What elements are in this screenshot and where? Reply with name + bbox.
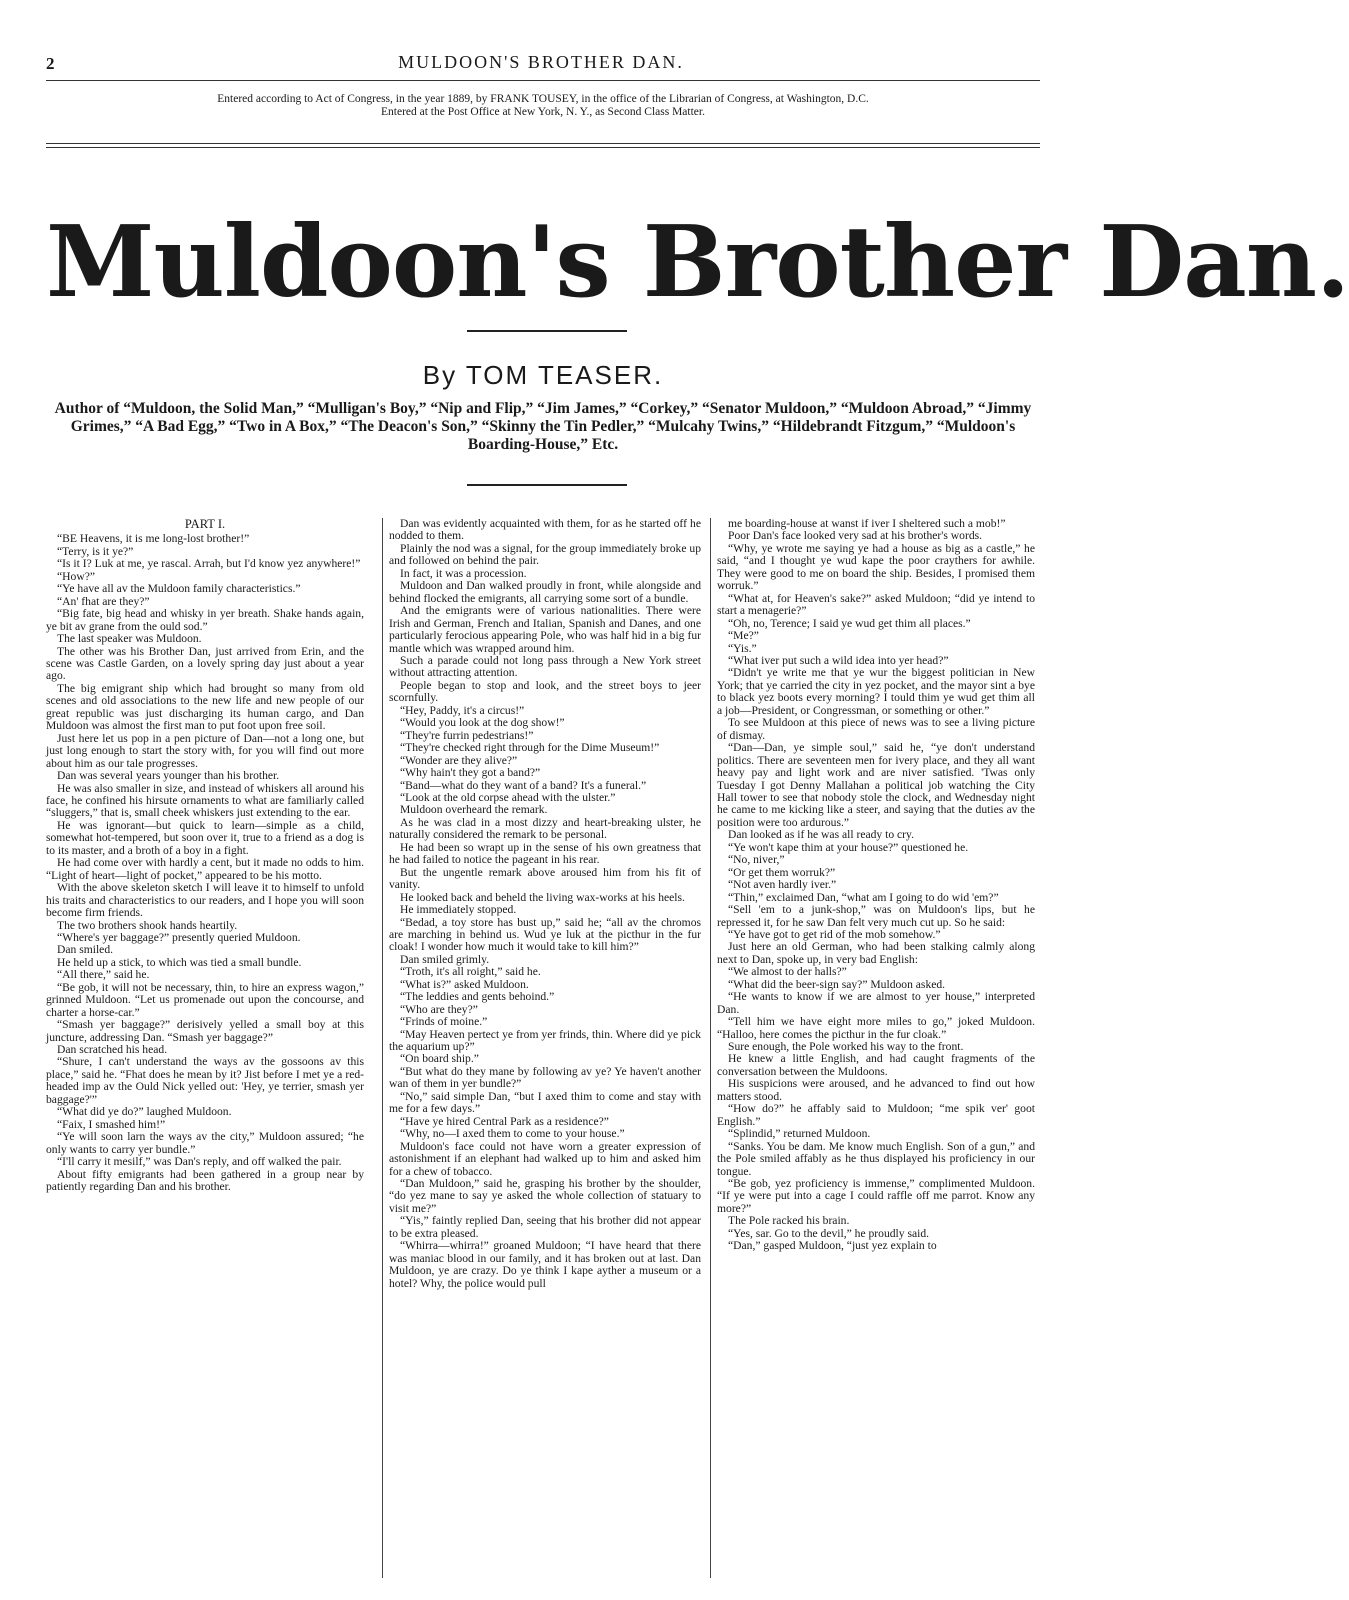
paragraph: And the emigrants were of various nationalities. There were Irish and German, French and Italian, Spanish and Danes, and one particularly ferocious appearing Pole, who was half hid in a big fur mantle which was wrapped around him. [389,604,701,655]
paragraph: “Why, no—I axed them to come to your house.” [400,1127,625,1141]
paragraph: “Sanks. You be dam. Me know much English. Son of a gun,” and the Pole smiled affably as he thus displayed his proficiency in our tongue. [717,1139,1035,1178]
paragraph: “Ye have all av the Muldoon family characteristics.” [57,582,301,596]
paragraph: “What at, for Heaven's sake?” asked Muldoon; “did ye intend to start a menagerie?” [717,591,1035,618]
paragraph: Dan looked as if he was all ready to cry. [728,828,914,842]
paragraph: “They're checked right through for the Dime Museum!” [400,741,660,755]
paragraph: “Troth, it's all roight,” said he. [400,965,541,979]
paragraph: “Dan,” gasped Muldoon, “just yez explain to [728,1239,937,1253]
paragraph: “Why, ye wrote me saying ye had a house as big as a castle,” he said, “and I thought ye wud kape the poor craythers for awhile. They were good to me on board the ship. Besides, I promised them worruk.” [717,541,1035,593]
paragraph: As he was clad in a most dizzy and heart-breaking ulster, he naturally considered the remark to be personal. [389,815,701,842]
paragraph: me boarding-house at wanst if iver I sheltered such a mob!” [728,517,1006,530]
notice-rule [46,143,1040,144]
post-office-line: Entered at the Post Office at New York, N. Y., as Second Class Matter. [381,106,705,118]
paragraph: “Tell him we have eight more miles to go,” joked Muldoon. “Halloo, here comes the picthur in the fur cloak.” [717,1015,1035,1041]
byline: By TOM TEASER. [422,360,664,390]
paragraph: People began to stop and look, and the street boys to jeer scornfully. [389,678,701,705]
paragraph: To see Muldoon at this piece of news was to see a living picture of dismay. [717,716,1035,742]
paragraph: With the above skeleton sketch I will leave it to himself to unfold his traits and characteristics to our readers, and I hope you will soon become firm friends. [46,881,364,920]
paragraph: “Why hain't they got a band?” [400,766,541,780]
column-3 [710,518,1035,1578]
paragraph: The two brothers shook hands heartily. [57,918,238,932]
paragraph: “Would you look at the dog show!” [400,716,565,730]
paragraph: Muldoon and Dan walked proudly in front, while alongside and behind flocked the emigrants, all carrying some sort of a bundle. [389,579,701,605]
paragraph: Muldoon's face could not have worn a greater expression of astonishment if an elephant had walked up to him and asked him for a chew of tobacco. [389,1139,701,1178]
paragraph: “Ye will soon larn the ways av the city,” Muldoon assured; “he only wants to carry yer bundle.” [46,1130,364,1156]
paragraph: He had come over with hardly a cent, but it made no odds to him. “Light of heart—light of pocket,” appeared to be his motto. [46,856,364,882]
paragraph: “BE Heavens, it is me long-lost brother!” [57,532,250,546]
paragraph: Dan smiled. [57,943,114,957]
paragraph: “Didn't ye write me that ye wur the biggest politician in New York; that ye carried the city in yez pocket, and the mayor sint a bye to black yez boots every morning? I tould thim ye wud get thim all a job—President, or Congressman, or something or other.” [717,666,1035,717]
paragraph: “Wonder are they alive?” [400,753,518,767]
paragraph: “Frinds of moine.” [400,1015,488,1029]
notice-rule-2 [46,147,1040,148]
paragraph: “They're furrin pedestrians!” [400,728,534,742]
paragraph: “But what do they mane by following av ye? Ye haven't another wan of them in yer bundle?” [389,1064,701,1091]
paragraph: Just here an old German, who had been stalking calmly along next to Dan, spoke up, in very bad English: [717,940,1035,966]
paragraph: “Splindid,” returned Muldoon. [728,1127,871,1141]
paragraph: “Or get them worruk?” [728,865,836,879]
running-title: MULDOON'S BROTHER DAN. [398,52,684,72]
paragraph: “What did the beer-sign say?” Muldoon asked. [728,977,946,991]
paragraph: Such a parade could not long pass through a New York street without attracting attention. [389,653,701,680]
paragraph: “What did ye do?” laughed Muldoon. [57,1105,232,1119]
paragraph: “Dan—Dan, ye simple soul,” said he, “ye don't understand politics. There are seventeen men for ivery place, and they all want heavy pay and light work and are niver satisfied. 'Twas only Tuesday I got Denny Mallahan a political job watching the City Hall tower to see that nobody stole the clock, and Wednesday night he came to me kicking like a steer, and saying that the duties av the position were too ardurous.” [717,741,1035,829]
paragraph: “Hey, Paddy, it's a circus!” [400,703,525,717]
paragraph: “How do?” he affably said to Muldoon; “me spik ver' goot English.” [717,1102,1035,1128]
paragraph: “I'll carry it mesilf,” was Dan's reply, and off walked the pair. [57,1155,342,1169]
story-title: Muldoon's Brother Dan. [46,205,1349,320]
part-heading: PART I. [184,517,226,531]
paragraph: “Faix, I smashed him!” [57,1117,166,1131]
paragraph: “Who are they?” [400,1002,478,1016]
paragraph: “Sell 'em to a junk-shop,” was on Muldoon's lips, but he repressed it, for he saw Dan felt very much cut up. So he said: [717,903,1035,929]
paragraph: Just here let us pop in a pen picture of Dan—not a long one, but just long enough to start the story with, for you will find out more about him as our tale progresses. [46,731,364,770]
paragraph: “We almost to der halls?” [728,965,847,979]
paragraph: Dan was several years younger than his brother. [57,769,280,783]
paragraph: “Is it I? Luk at me, ye rascal. Arrah, but I'd know yez anywhere!” [57,557,361,571]
paragraph: But the ungentle remark above aroused him from his fit of vanity. [389,865,701,892]
copyright-line: Entered according to Act of Congress, in the year 1889, by FRANK TOUSEY, in the office of the Librarian of Congress, at Washington, D.C. [217,93,869,105]
paragraph: “What iver put such a wild idea into yer head?” [728,653,949,667]
paragraph: “Shure, I can't understand the ways av the gossoons av this place,” said he. “Fhat does he mean by it? Jist before I met ye a red-headed imp av the Ould Nick yelled out: 'Hey, ye terrier, smash yer baggage?'” [46,1055,364,1106]
paragraph: “How?” [57,569,95,583]
paragraph: “Ye have got to get rid of the mob somehow.” [728,927,941,941]
paragraph: “Look at the old corpse ahead with the ulster.” [400,790,616,804]
paragraph: He looked back and beheld the living wax-works at his heels. [400,890,685,904]
paragraph: He was also smaller in size, and instead of whiskers all around his face, he confined his hirsute ornaments to what are familiarly called “sluggers,” that is, small cheek whiskers just extending to the ear. [46,781,364,820]
paragraph: The Pole racked his brain. [728,1214,850,1228]
running-header [46,50,1036,76]
paragraph: He had been so wrapt up in the sense of his own greatness that he had failed to notice the pageant in his rear. [389,840,701,867]
paragraph: “He wants to know if we are almost to yer house,” interpreted Dan. [717,990,1035,1016]
paragraph: Dan was evidently acquainted with them, for as he started off he nodded to them. [389,517,701,543]
paragraph: Muldoon overheard the remark. [400,803,548,817]
header-rule [46,80,1040,81]
paragraph: In fact, it was a procession. [400,566,527,580]
paragraph: “All there,” said he. [57,968,150,982]
paragraph: “Yis.” [728,641,757,655]
column-1 [46,518,364,1578]
page-number: 2 [46,54,55,73]
paragraph: “Thin,” exclaimed Dan, “what am I going to do wid 'em?” [728,890,999,904]
credits-rule [467,484,627,486]
paragraph: “Have ye hired Central Park as a residence?” [400,1114,609,1128]
paragraph: The other was his Brother Dan, just arrived from Erin, and the scene was Castle Garden, on a lovely spring day just about a year ago. [46,644,364,683]
paragraph: “An' fhat are they?” [57,594,150,608]
paragraph: His suspicions were aroused, and he advanced to find out how matters stood. [717,1077,1035,1103]
paragraph: “Be gob, it will not be necessary, thin, to hire an express wagon,” grinned Muldoon. “Let us promenade out upon the concourse, and charter a horse-car.” [46,980,364,1019]
paragraph: Sure enough, the Pole worked his way to the front. [728,1040,964,1054]
paragraph: “Smash yer baggage?” derisively yelled a small boy at this juncture, addressing Dan. “Smash yer baggage?” [46,1018,364,1044]
paragraph: “Whirra—whirra!” groaned Muldoon; “I have heard that there was maniac blood in our family, and it has broken out at last. Dan Muldoon, ye are crazy. Do ye think I kape ayther a museum or a hotel? Why, the police would pull [389,1239,701,1290]
paragraph: He knew a little English, and had caught fragments of the conversation between the Muldoons. [717,1052,1035,1078]
paragraph: “No, niver,” [728,853,785,867]
paragraph: “Ye won't kape thim at your house?” questioned he. [728,840,969,854]
article-columns [46,518,1040,1578]
paragraph: “Band—what do they want of a band? It's a funeral.” [400,778,647,792]
paragraph: “Oh, no, Terence; I said ye wud get thim all places.” [728,616,971,630]
paragraph: “May Heaven pertect ye from yer frinds, thin. Where did ye pick the aquarium up?” [389,1027,701,1054]
paragraph: “Yis,” faintly replied Dan, seeing that his brother did not appear to be extra pleased. [389,1214,701,1240]
paragraph: “Me?” [728,629,759,643]
paragraph: “Yes, sar. Go to the devil,” he proudly said. [728,1226,930,1240]
paragraph: “On board ship.” [400,1052,479,1066]
paragraph: “Dan Muldoon,” said he, grasping his brother by the shoulder, “do yez mane to say ye asked the whole collection of statuary to visit me?” [389,1177,701,1215]
paragraph: Plainly the nod was a signal, for the group immediately broke up and followed on behind the pair. [389,541,701,568]
paragraph: “What is?” asked Muldoon. [400,977,529,991]
paragraph: He held up a stick, to which was tied a small bundle. [57,955,302,969]
paragraph: The last speaker was Muldoon. [57,632,202,646]
paragraph: “Bedad, a toy store has bust up,” said he; “all av the chromos are marching in behind us. Wud ye luk at the picthur in the fur cloak! I wonder how much it would take to kill him?” [389,915,701,954]
paragraph: “The leddies and gents behoind.” [400,990,555,1004]
paragraph: He was ignorant—but quick to learn—simple as a child, somewhat hot-tempered, but soon over it, true to a friend as a dog is to its master, and a broth of a boy in a fight. [46,818,364,857]
column-2 [382,518,701,1578]
paragraph: “Not aven hardly iver.” [728,878,837,892]
paragraph: “Where's yer baggage?” presently queried Muldoon. [57,930,301,944]
paragraph: “No,” said simple Dan, “but I axed thim to come and stay with me for a few days.” [389,1089,701,1116]
paragraph: Poor Dan's face looked very sad at his brother's words. [728,529,983,543]
paragraph: Dan scratched his head. [57,1043,168,1057]
paragraph: About fifty emigrants had been gathered in a group near by patiently regarding Dan and his brother. [46,1167,364,1194]
paragraph: “Big fate, big head and whisky in yer breath. Shake hands again, ye bit av grane from the ould sod.” [46,607,364,633]
paragraph: The big emigrant ship which had brought so many from old scenes and old associations to the new life and new people of our great republic was just discharging its human cargo, and Dan Muldoon was almost the first man to put foot upon free soil. [46,681,364,733]
author-credits: Author of “Muldoon, the Solid Man,” “Mulligan's Boy,” “Nip and Flip,” “Jim James,” “Corkey,” “Senator Muldoon,” “Muldoon Abroad,” “Jimmy Grimes,” “A Bad Egg,” “Two in A Box,” “The Deacon's Son,” “Skinny the Tin Pedler,” “Mulcahy Twins,” “Hildebrandt Fitzgum,” “Muldoon's Boarding-House,” Etc. [54,400,1032,453]
paragraph: Dan smiled grimly. [400,952,490,966]
paragraph: “Be gob, yez proficiency is immense,” complimented Muldoon. “If ye were put into a cage I could raffle off me parrot. Know any more?” [717,1177,1035,1215]
title-rule [467,330,627,332]
paragraph: “Terry, is it ye?” [57,544,134,558]
paragraph: He immediately stopped. [400,903,517,917]
copyright-notice [46,93,1040,119]
